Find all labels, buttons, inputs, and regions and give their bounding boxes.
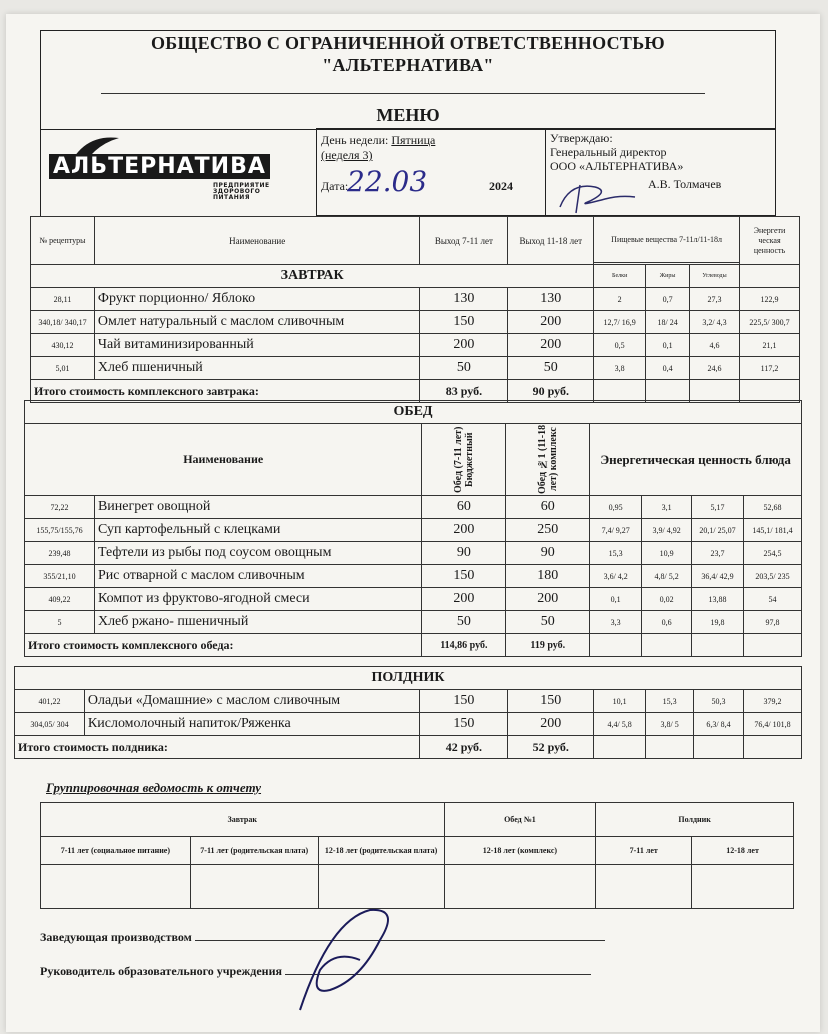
lunch-table (24, 400, 802, 657)
document-header (40, 30, 776, 130)
grp-snack: Полдник (596, 803, 794, 837)
output-2: 200 (508, 713, 594, 736)
output-2: 200 (508, 311, 594, 334)
dish-name: Оладьи «Домашние» с маслом сливочным (84, 690, 420, 713)
protein-value: 7,4/ 9,27 (590, 519, 642, 542)
output-1: 150 (420, 311, 508, 334)
energy-value: 117,2 (740, 357, 800, 380)
dish-name: Омлет натуральный с маслом сливочным (94, 311, 420, 334)
energy-value: 21,1 (740, 334, 800, 357)
fat-value: 3,1 (642, 496, 692, 519)
output-2: 90 (506, 542, 590, 565)
fat-value: 0,6 (642, 611, 692, 634)
dish-name: Кисломолочный напиток/Ряженка (84, 713, 420, 736)
empty-cell (594, 736, 646, 759)
output-1: 50 (422, 611, 506, 634)
section-breakfast: ЗАВТРАК (31, 265, 594, 288)
lunch-col2-head: Обед №1 (11-18 лет) комплекс (536, 424, 559, 495)
output-1: 200 (422, 519, 506, 542)
output-2: 250 (506, 519, 590, 542)
dish-name: Рис отварной с маслом сливочным (94, 565, 421, 588)
carb-value: 13,88 (692, 588, 744, 611)
grp-s2: 12-18 лет (692, 837, 794, 865)
carb-value: 36,4/ 42,9 (692, 565, 744, 588)
lunch-total-label: Итого стоимость комплексного обеда: (25, 634, 422, 657)
grp-b1: 7-11 лет (социальное питание) (41, 837, 191, 865)
snack-total1: 42 руб. (420, 736, 508, 759)
recipe-no: 430,12 (31, 334, 95, 357)
approval-line1: Утверждаю: (550, 131, 613, 145)
logo-wordmark: АЛЬТЕРНАТИВА (49, 154, 270, 179)
dish-name: Хлеб пшеничный (94, 357, 420, 380)
dish-name: Чай витаминизированный (94, 334, 420, 357)
recipe-no: 28,11 (31, 288, 95, 311)
director-signature-icon (550, 177, 640, 215)
output-1: 200 (422, 588, 506, 611)
output-1: 150 (420, 713, 508, 736)
day-info-box (316, 128, 546, 216)
protein-value: 0,95 (590, 496, 642, 519)
dish-name: Винегрет овощной (94, 496, 421, 519)
section-snack: ПОЛДНИК (15, 667, 802, 690)
col-name-head: Наименование (94, 217, 419, 265)
breakfast-row (31, 357, 800, 380)
protein-head: Белки (594, 265, 646, 288)
fat-value: 0,1 (646, 334, 690, 357)
recipe-no: 72,22 (25, 496, 95, 519)
fat-value: 3,8/ 5 (646, 713, 694, 736)
grp-value-cell (444, 865, 596, 909)
lunch-row (25, 496, 802, 519)
carb-value: 23,7 (692, 542, 744, 565)
col-nutrients-head: Пищевые вещества 7-11л/11-18л (594, 217, 740, 263)
col-recipe-head: № рецептуры (31, 217, 95, 265)
output-1: 200 (420, 334, 508, 357)
grp-l1: 12-18 лет (комплекс) (444, 837, 596, 865)
protein-value: 10,1 (594, 690, 646, 713)
grp-breakfast: Завтрак (41, 803, 445, 837)
company-logo (40, 128, 316, 216)
lunch-total2: 119 руб. (506, 634, 590, 657)
output-2: 200 (506, 588, 590, 611)
year-value: 2024 (489, 179, 513, 193)
grp-s1: 7-11 лет (596, 837, 692, 865)
recipe-no: 155,75/155,76 (25, 519, 95, 542)
lunch-name-head: Наименование (25, 424, 422, 496)
output-2: 200 (508, 334, 594, 357)
head-production-label: Заведующая производством (40, 930, 192, 944)
empty-cell (692, 634, 744, 657)
output-1: 130 (420, 288, 508, 311)
breakfast-row (31, 334, 800, 357)
recipe-no: 409,22 (25, 588, 95, 611)
col-out1-head: Выход 7-11 лет (420, 217, 508, 265)
fat-value: 18/ 24 (646, 311, 690, 334)
output-1: 150 (422, 565, 506, 588)
energy-value: 203,5/ 235 (744, 565, 802, 588)
lunch-row (25, 519, 802, 542)
protein-value: 0,1 (590, 588, 642, 611)
recipe-no: 239,48 (25, 542, 95, 565)
manager-signature-icon (290, 900, 400, 1020)
logo-subtitle: ПРЕДПРИЯТИЕ ЗДОРОВОГО ПИТАНИЯ (213, 182, 270, 201)
recipe-no: 5 (25, 611, 95, 634)
dish-name: Фрукт порционно/ Яблоко (94, 288, 420, 311)
fat-value: 15,3 (646, 690, 694, 713)
breakfast-table (30, 264, 800, 403)
protein-value: 15,3 (590, 542, 642, 565)
protein-value: 3,3 (590, 611, 642, 634)
output-2: 150 (508, 690, 594, 713)
empty-cell (744, 634, 802, 657)
lunch-energy-head: Энергетическая ценность блюда (590, 424, 802, 496)
carb-value: 5,17 (692, 496, 744, 519)
grp-b2: 7-11 лет (родительская плата) (190, 837, 318, 865)
carb-value: 20,1/ 25,07 (692, 519, 744, 542)
recipe-no: 340,18/ 340,17 (31, 311, 95, 334)
breakfast-row (31, 288, 800, 311)
approval-box (546, 128, 776, 216)
handwritten-date: 22.03 (347, 165, 428, 198)
lunch-row (25, 611, 802, 634)
carb-value: 19,8 (692, 611, 744, 634)
energy-value: 379,2 (744, 690, 802, 713)
breakfast-total1: 83 руб. (420, 380, 508, 403)
grp-value-cell (692, 865, 794, 909)
fat-value: 0,7 (646, 288, 690, 311)
energy-value: 76,4/ 101,8 (744, 713, 802, 736)
lunch-row (25, 588, 802, 611)
recipe-no: 304,05/ 304 (15, 713, 85, 736)
empty-cell (642, 634, 692, 657)
snack-row (15, 690, 802, 713)
snack-total2: 52 руб. (508, 736, 594, 759)
energy-value: 254,5 (744, 542, 802, 565)
protein-value: 2 (594, 288, 646, 311)
snack-row (15, 713, 802, 736)
grouping-table (40, 802, 794, 909)
approval-line3: ООО «АЛЬТЕРНАТИВА» (550, 159, 684, 173)
protein-value: 12,7/ 16,9 (594, 311, 646, 334)
recipe-no: 355/21,10 (25, 565, 95, 588)
day-label: День недели: (321, 133, 389, 147)
grp-lunch: Обед №1 (444, 803, 596, 837)
recipe-no: 401,22 (15, 690, 85, 713)
header-divider (101, 93, 705, 94)
empty-cell (646, 736, 694, 759)
protein-value: 0,5 (594, 334, 646, 357)
output-2: 180 (506, 565, 590, 588)
table-head-row (31, 217, 800, 263)
snack-title-row (15, 667, 802, 690)
empty-cell (740, 265, 800, 288)
energy-value: 97,8 (744, 611, 802, 634)
energy-value: 145,1/ 181,4 (744, 519, 802, 542)
fat-value: 0,02 (642, 588, 692, 611)
energy-value: 122,9 (740, 288, 800, 311)
recipe-no: 5,01 (31, 357, 95, 380)
carb-value: 27,3 (690, 288, 740, 311)
lunch-head-row (25, 424, 802, 496)
protein-value: 4,4/ 5,8 (594, 713, 646, 736)
head-org-label: Руководитель образовательного учреждения (40, 964, 282, 978)
output-1: 50 (420, 357, 508, 380)
empty-cell (694, 736, 744, 759)
breakfast-total2: 90 руб. (508, 380, 594, 403)
protein-value: 3,8 (594, 357, 646, 380)
section-lunch: ОБЕД (25, 401, 802, 424)
carb-value: 4,6 (690, 334, 740, 357)
fat-head: Жиры (646, 265, 690, 288)
grp-b3: 12-18 лет (родительская плата) (318, 837, 444, 865)
lunch-col1-head: Обед (7-11 лет) Бюджетный (452, 426, 475, 493)
output-2: 50 (506, 611, 590, 634)
date-label: Дата: (321, 179, 349, 193)
grp-value-cell (41, 865, 191, 909)
protein-value: 3,6/ 4,2 (590, 565, 642, 588)
energy-value: 225,5/ 300,7 (740, 311, 800, 334)
lunch-title-row (25, 401, 802, 424)
carb-value: 50,3 (694, 690, 744, 713)
col-energy-head: Энергети ческая ценность (740, 217, 800, 265)
fat-value: 0,4 (646, 357, 690, 380)
carb-value: 3,2/ 4,3 (690, 311, 740, 334)
fat-value: 3,9/ 4,92 (642, 519, 692, 542)
output-1: 60 (422, 496, 506, 519)
director-name: А.В. Толмачев (648, 177, 722, 191)
carb-value: 24,6 (690, 357, 740, 380)
dish-name: Суп картофельный с клецками (94, 519, 421, 542)
carb-value: 6,3/ 8,4 (694, 713, 744, 736)
day-value: Пятница (391, 133, 436, 147)
lunch-total1: 114,86 руб. (422, 634, 506, 657)
menu-table (30, 216, 800, 265)
fat-value: 4,8/ 5,2 (642, 565, 692, 588)
grp-value-cell (596, 865, 692, 909)
org-name-line2: "АЛЬТЕРНАТИВА" (322, 55, 494, 75)
org-name-line1: ОБЩЕСТВО С ОГРАНИЧЕННОЙ ОТВЕТСТВЕННОСТЬЮ (151, 33, 665, 53)
menu-title: МЕНЮ (376, 105, 440, 125)
snack-total-label: Итого стоимость полдника: (15, 736, 420, 759)
output-1: 90 (422, 542, 506, 565)
empty-cell (590, 634, 642, 657)
energy-value: 54 (744, 588, 802, 611)
breakfast-row (31, 311, 800, 334)
output-2: 130 (508, 288, 594, 311)
col-out2-head: Выход 11-18 лет (508, 217, 594, 265)
grouping-title: Группировочная ведомость к отчету (46, 780, 262, 795)
lunch-row (25, 542, 802, 565)
dish-name: Компот из фруктово-ягодной смеси (94, 588, 421, 611)
week-label: (неделя 3) (321, 148, 373, 162)
snack-table (14, 666, 802, 759)
output-2: 50 (508, 357, 594, 380)
day-line (321, 133, 435, 148)
energy-value: 52,68 (744, 496, 802, 519)
dish-name: Хлеб ржано- пшеничный (94, 611, 421, 634)
lunch-row (25, 565, 802, 588)
lunch-total-row (25, 634, 802, 657)
breakfast-total-label: Итого стоимость комплексного завтрака: (31, 380, 420, 403)
dish-name: Тефтели из рыбы под соусом овощным (94, 542, 421, 565)
carb-head: Углеводы (690, 265, 740, 288)
breakfast-title-row (31, 265, 800, 288)
approval-line2: Генеральный директор (550, 145, 667, 159)
fat-value: 10,9 (642, 542, 692, 565)
output-1: 150 (420, 690, 508, 713)
output-2: 60 (506, 496, 590, 519)
empty-cell (744, 736, 802, 759)
snack-total-row (15, 736, 802, 759)
